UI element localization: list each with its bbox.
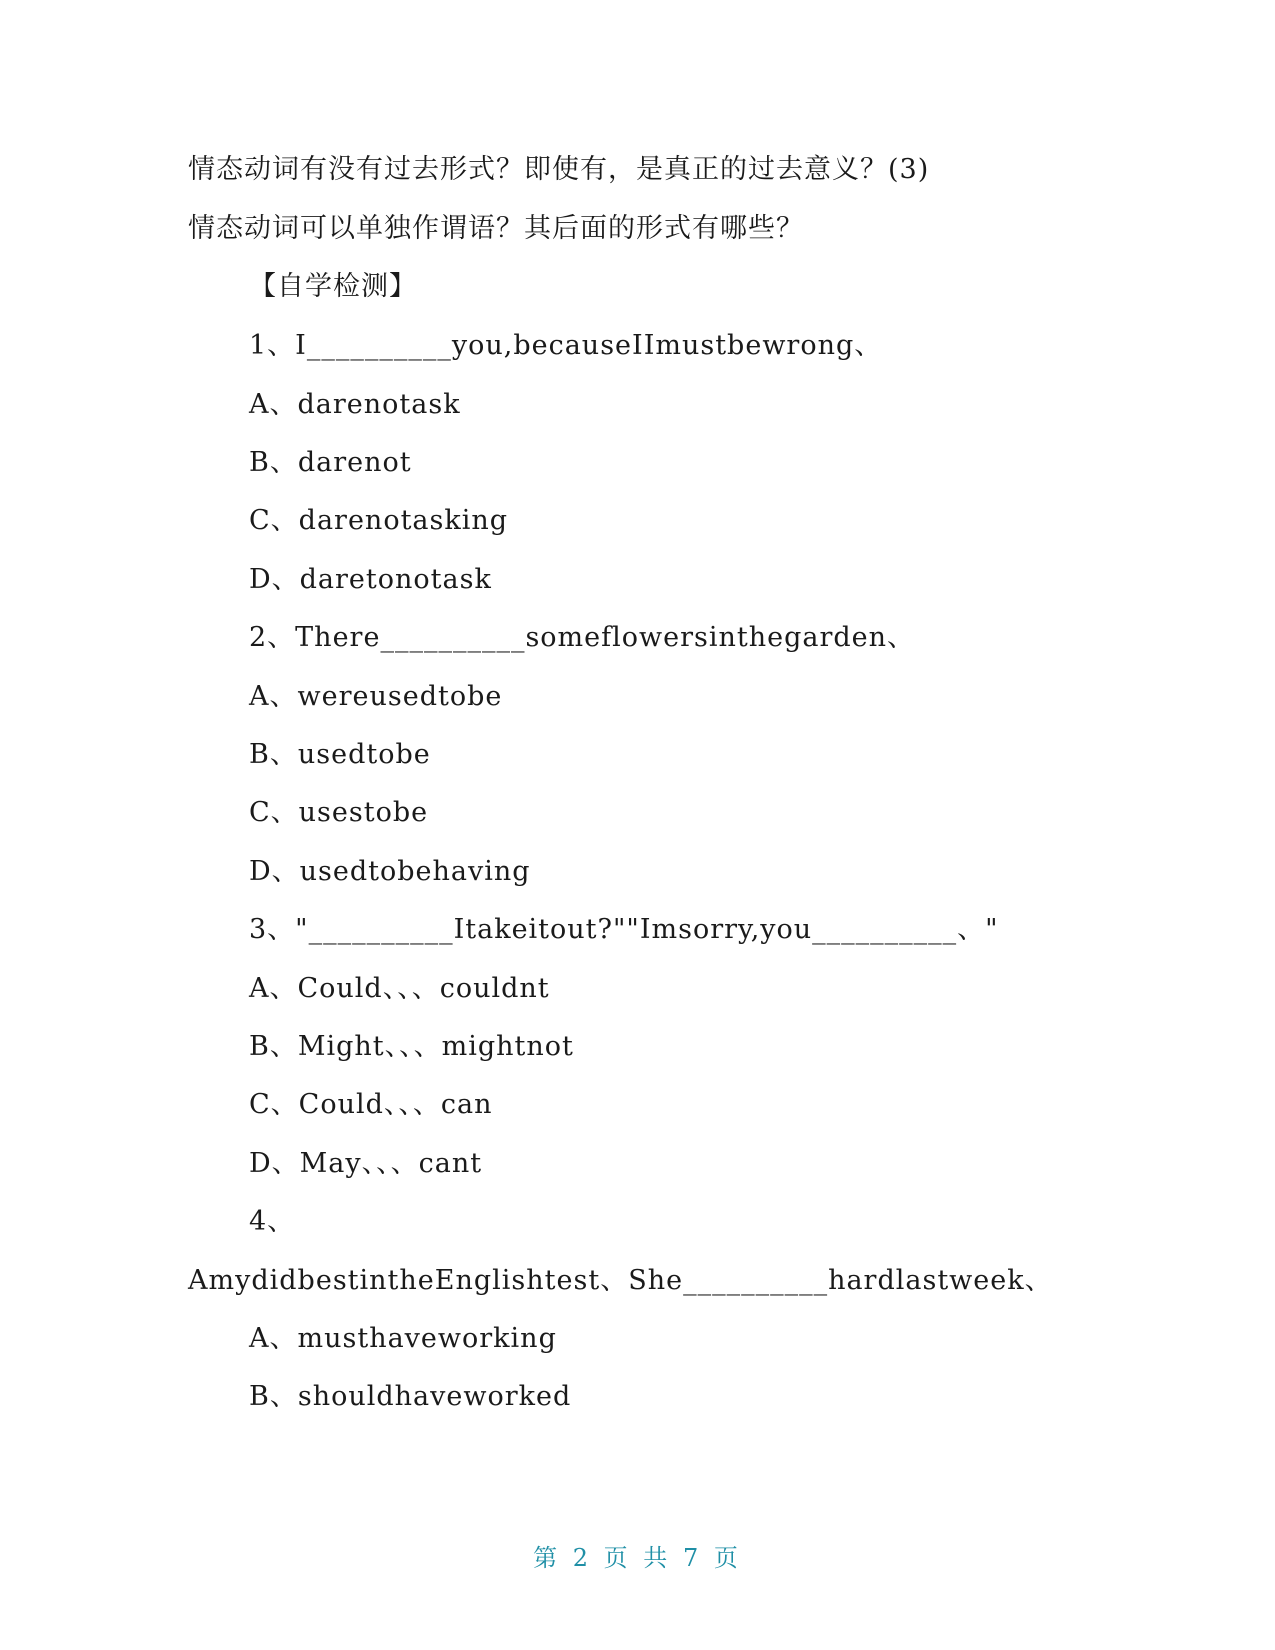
question-3-option-c: C、Could、、、can (249, 1089, 493, 1120)
question-4-stem: AmydidbestintheEnglishtest、She__________hardlastweek、 (188, 1265, 1053, 1296)
question-1-option-a: A、darenotask (249, 389, 461, 420)
question-2-option-a: A、wereusedtobe (249, 681, 503, 712)
section-title: 【自学检测】 (249, 271, 417, 302)
question-2-option-b: B、usedtobe (249, 739, 431, 770)
question-1-option-d: D、daretonotask (249, 564, 492, 595)
question-2-option-c: C、usestobe (249, 797, 429, 828)
question-3-option-b: B、Might、、、mightnot (249, 1031, 574, 1062)
page-footer: 第 2 页 共 7 页 (533, 1544, 742, 1572)
question-3-option-d: D、May、、、cant (249, 1148, 483, 1179)
question-3-option-a: A、Could、、、couldnt (249, 973, 550, 1004)
question-2-stem: 2、There__________someflowersinthegarden、 (249, 622, 916, 653)
question-1-option-c: C、darenotasking (249, 505, 509, 536)
question-3-stem: 3、"__________Itakeitout?""Imsorry,you__________、" (249, 914, 999, 945)
intro-line-1: 情态动词有没有过去形式？即使有，是真正的过去意义？(3) (188, 154, 930, 185)
question-4-option-b: B、shouldhaveworked (249, 1381, 572, 1412)
question-4-number: 4、 (249, 1206, 296, 1237)
intro-line-2: 情态动词可以单独作谓语？其后面的形式有哪些？ (188, 213, 804, 244)
question-2-option-d: D、usedtobehaving (249, 856, 531, 887)
question-4-option-a: A、musthaveworking (249, 1323, 557, 1354)
question-1-stem: 1、I__________you,becauseIImustbewrong、 (249, 330, 883, 361)
question-1-option-b: B、darenot (249, 447, 412, 478)
